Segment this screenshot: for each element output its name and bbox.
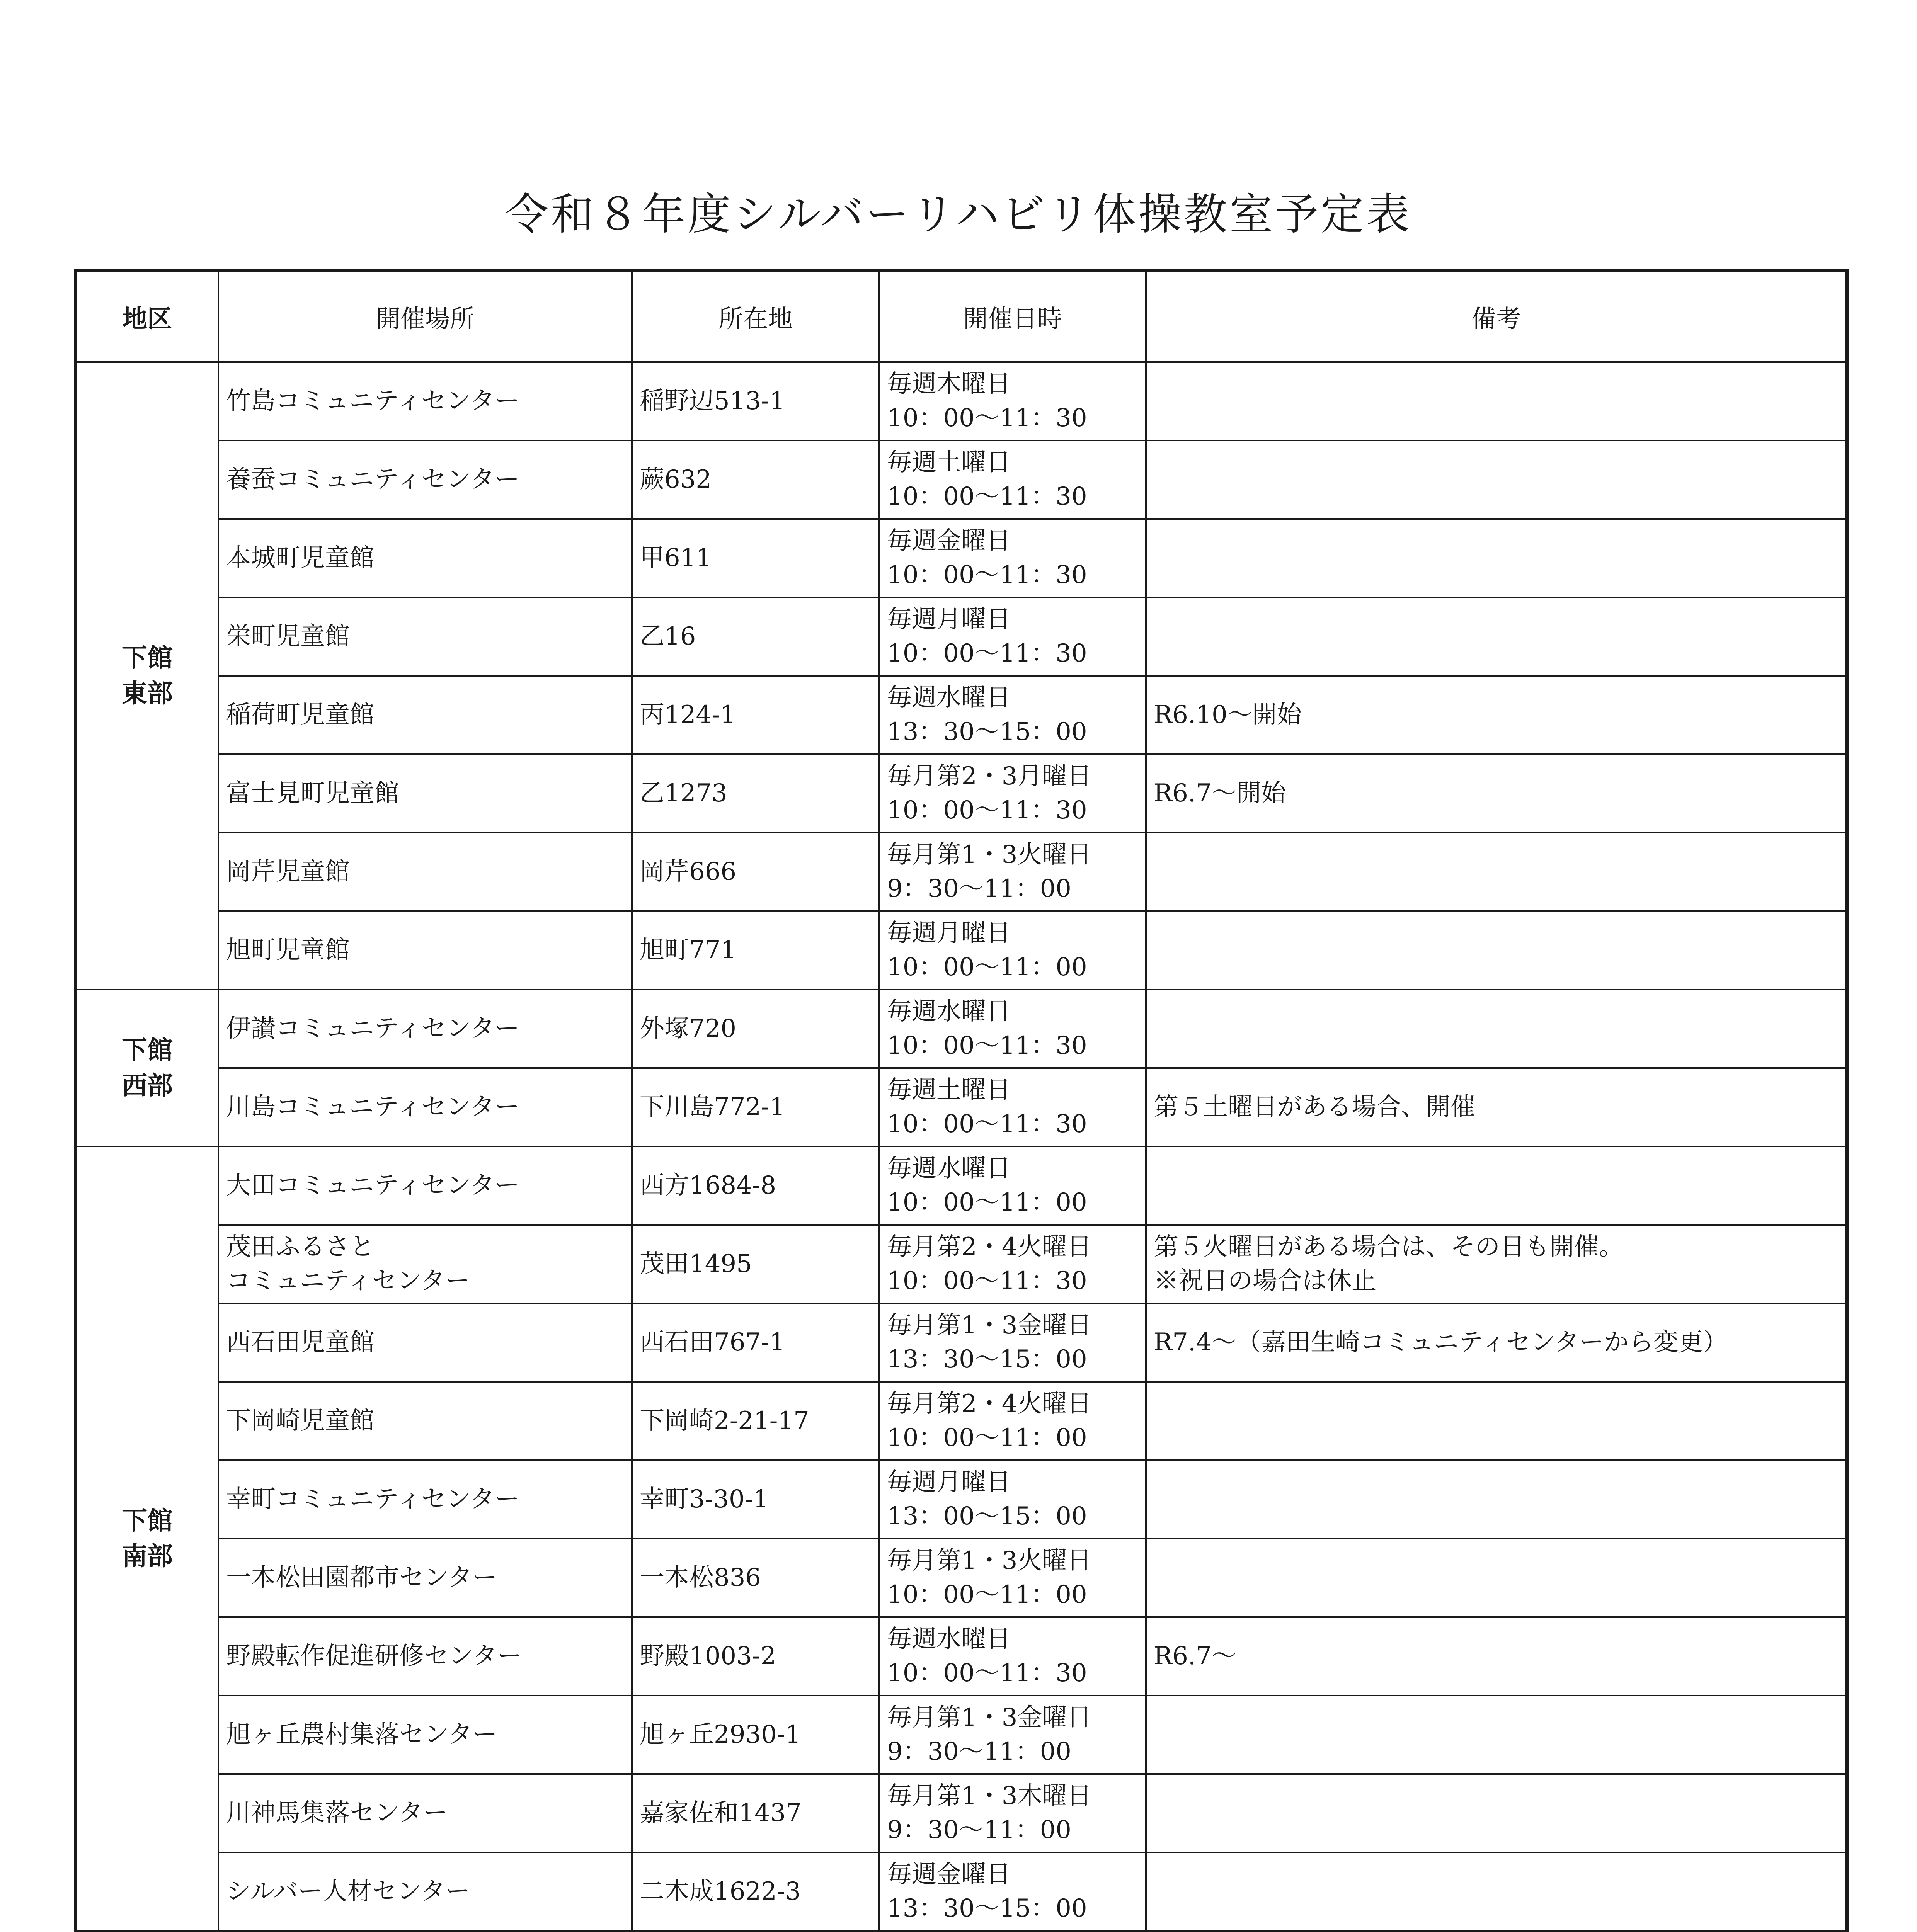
notes-cell: R6.7～ (1146, 1617, 1847, 1696)
notes-cell (1146, 1146, 1847, 1225)
venue-cell: 下岡崎児童館 (218, 1382, 632, 1460)
address-cell: 岡芹666 (632, 833, 879, 911)
table-row (75, 676, 1847, 754)
address-cell: 嘉家佐和1437 (632, 1774, 879, 1852)
table-row (75, 1774, 1847, 1852)
venue-cell: 西石田児童館 (218, 1303, 632, 1382)
venue-cell: 本城町児童館 (218, 519, 632, 597)
table-body (75, 362, 1847, 1932)
venue-cell: 富士見町児童館 (218, 754, 632, 833)
address-cell: 西方1684-8 (632, 1146, 879, 1225)
table-row (75, 597, 1847, 676)
notes-cell (1146, 1382, 1847, 1460)
notes-cell (1146, 911, 1847, 990)
datetime-cell: 毎週水曜日 13：30～15：00 (879, 676, 1146, 754)
address-cell: 外塚720 (632, 990, 879, 1068)
address-cell: 甲611 (632, 519, 879, 597)
header-notes: 備考 (1146, 271, 1847, 362)
datetime-cell: 毎月第1・3金曜日 9：30～11：00 (879, 1696, 1146, 1774)
address-cell: 下岡崎2-21-17 (632, 1382, 879, 1460)
table-row (75, 519, 1847, 597)
notes-cell (1146, 1460, 1847, 1539)
address-cell: 西石田767-1 (632, 1303, 879, 1382)
table-header-row (75, 271, 1847, 362)
venue-cell: 竹島コミュニティセンター (218, 362, 632, 440)
notes-cell: R7.4～（嘉田生崎コミュニティセンターから変更） (1146, 1303, 1847, 1382)
table-row (75, 1382, 1847, 1460)
table-row (75, 754, 1847, 833)
venue-cell: 養蚕コミュニティセンター (218, 440, 632, 519)
table-row (75, 1068, 1847, 1146)
header-venue: 開催場所 (218, 271, 632, 362)
datetime-cell: 毎月第1・3木曜日 9：30～11：00 (879, 1774, 1146, 1852)
notes-cell: 第５火曜日がある場合は、その日も開催。 ※祝日の場合は休止 (1146, 1225, 1847, 1303)
address-cell: 二木成1622-3 (632, 1852, 879, 1931)
venue-cell: 茂田ふるさと コミュニティセンター (218, 1225, 632, 1303)
address-cell: 幸町3-30-1 (632, 1460, 879, 1539)
notes-cell (1146, 1696, 1847, 1774)
venue-cell: 野殿転作促進研修センター (218, 1617, 632, 1696)
address-cell: 旭ヶ丘2930-1 (632, 1696, 879, 1774)
table-row (75, 1460, 1847, 1539)
venue-cell: 栄町児童館 (218, 597, 632, 676)
address-cell: 野殿1003-2 (632, 1617, 879, 1696)
table-row (75, 1539, 1847, 1617)
area-cell: 下館 南部 (75, 1146, 218, 1931)
table-row (75, 1303, 1847, 1382)
notes-cell (1146, 1539, 1847, 1617)
datetime-cell: 毎週木曜日 10：00～11：30 (879, 362, 1146, 440)
table-row (75, 362, 1847, 440)
table-row (75, 1852, 1847, 1931)
header-datetime: 開催日時 (879, 271, 1146, 362)
notes-cell (1146, 1774, 1847, 1852)
datetime-cell: 毎週月曜日 10：00～11：30 (879, 597, 1146, 676)
table-row (75, 440, 1847, 519)
header-address: 所在地 (632, 271, 879, 362)
address-cell: 茂田1495 (632, 1225, 879, 1303)
table-row (75, 911, 1847, 990)
table-row (75, 833, 1847, 911)
address-cell: 下川島772-1 (632, 1068, 879, 1146)
datetime-cell: 毎週金曜日 10：00～11：30 (879, 519, 1146, 597)
notes-cell (1146, 1852, 1847, 1931)
venue-cell: 一本松田園都市センター (218, 1539, 632, 1617)
notes-cell (1146, 990, 1847, 1068)
venue-cell: 岡芹児童館 (218, 833, 632, 911)
table-row (75, 1225, 1847, 1303)
notes-cell: 第５土曜日がある場合、開催 (1146, 1068, 1847, 1146)
datetime-cell: 毎月第2・4火曜日 10：00～11：00 (879, 1382, 1146, 1460)
datetime-cell: 毎週水曜日 10：00～11：30 (879, 990, 1146, 1068)
page-title: 令和８年度シルバーリハビリ体操教室予定表 (505, 189, 1412, 240)
datetime-cell: 毎週金曜日 13：30～15：00 (879, 1852, 1146, 1931)
notes-cell: R6.7～開始 (1146, 754, 1847, 833)
notes-cell (1146, 519, 1847, 597)
datetime-cell: 毎週水曜日 10：00～11：00 (879, 1146, 1146, 1225)
notes-cell: R6.10～開始 (1146, 676, 1847, 754)
address-cell: 稲野辺513-1 (632, 362, 879, 440)
header-area: 地区 (75, 271, 218, 362)
datetime-cell: 毎週水曜日 10：00～11：30 (879, 1617, 1146, 1696)
area-cell: 下館 東部 (75, 362, 218, 990)
datetime-cell: 毎週土曜日 10：00～11：30 (879, 1068, 1146, 1146)
table-row (75, 990, 1847, 1068)
datetime-cell: 毎月第1・3金曜日 13：30～15：00 (879, 1303, 1146, 1382)
schedule-table (74, 269, 1849, 1932)
datetime-cell: 毎週月曜日 13：00～15：00 (879, 1460, 1146, 1539)
datetime-cell: 毎月第2・3月曜日 10：00～11：30 (879, 754, 1146, 833)
notes-cell (1146, 833, 1847, 911)
table-row (75, 1617, 1847, 1696)
address-cell: 旭町771 (632, 911, 879, 990)
venue-cell: 旭ヶ丘農村集落センター (218, 1696, 632, 1774)
venue-cell: 稲荷町児童館 (218, 676, 632, 754)
notes-cell (1146, 440, 1847, 519)
area-cell: 下館 西部 (75, 990, 218, 1146)
venue-cell: 川神馬集落センター (218, 1774, 632, 1852)
notes-cell (1146, 362, 1847, 440)
venue-cell: 旭町児童館 (218, 911, 632, 990)
datetime-cell: 毎週土曜日 10：00～11：30 (879, 440, 1146, 519)
venue-cell: 大田コミュニティセンター (218, 1146, 632, 1225)
venue-cell: 幸町コミュニティセンター (218, 1460, 632, 1539)
notes-cell (1146, 597, 1847, 676)
address-cell: 蕨632 (632, 440, 879, 519)
table-row (75, 1146, 1847, 1225)
datetime-cell: 毎月第2・4火曜日 10：00～11：30 (879, 1225, 1146, 1303)
venue-cell: 川島コミュニティセンター (218, 1068, 632, 1146)
address-cell: 一本松836 (632, 1539, 879, 1617)
address-cell: 丙124-1 (632, 676, 879, 754)
venue-cell: 伊讃コミュニティセンター (218, 990, 632, 1068)
datetime-cell: 毎月第1・3火曜日 10：00～11：00 (879, 1539, 1146, 1617)
address-cell: 乙1273 (632, 754, 879, 833)
table-row (75, 1696, 1847, 1774)
venue-cell: シルバー人材センター (218, 1852, 632, 1931)
datetime-cell: 毎週月曜日 10：00～11：00 (879, 911, 1146, 990)
datetime-cell: 毎月第1・3火曜日 9：30～11：00 (879, 833, 1146, 911)
address-cell: 乙16 (632, 597, 879, 676)
